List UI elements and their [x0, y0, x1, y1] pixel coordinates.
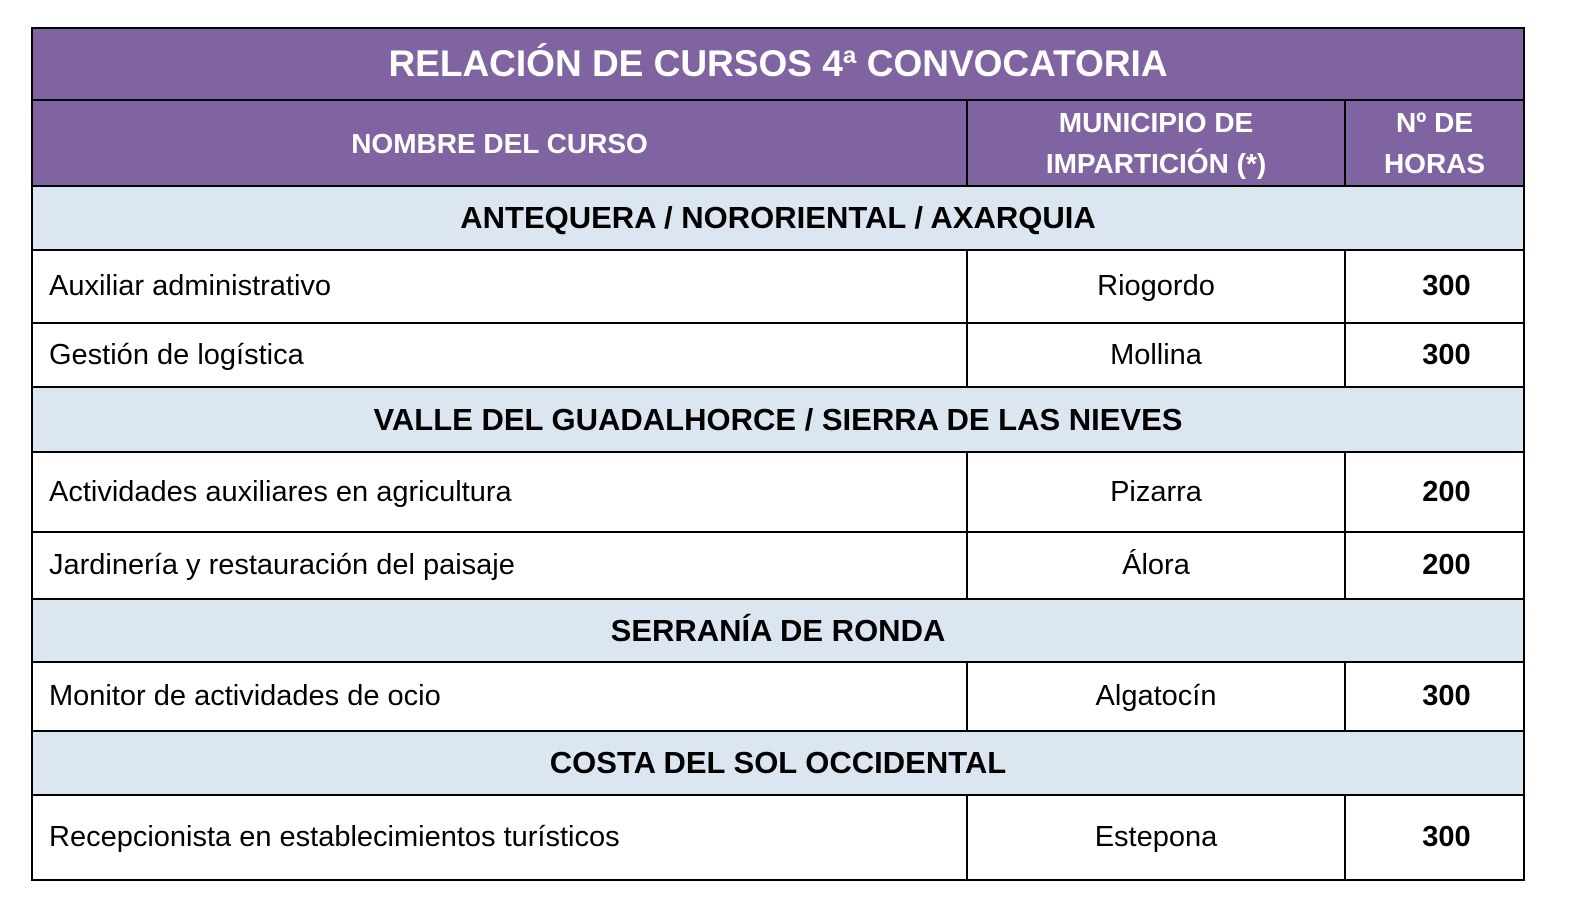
- course-hours: 300: [1345, 795, 1524, 880]
- header-municipality: [967, 100, 1345, 186]
- table-row: [32, 452, 1524, 532]
- course-name: Auxiliar administrativo: [32, 250, 967, 323]
- header-hours: [1345, 100, 1524, 186]
- table-row: [32, 532, 1524, 599]
- course-municipality: Algatocín: [967, 662, 1345, 731]
- table-title: RELACIÓN DE CURSOS 4ª CONVOCATORIA: [32, 28, 1524, 100]
- region-row: [32, 387, 1524, 452]
- course-name: Gestión de logística: [32, 323, 967, 387]
- table-row: [32, 250, 1524, 323]
- region-name: VALLE DEL GUADALHORCE / SIERRA DE LAS NIEVES: [32, 387, 1524, 452]
- course-name: Recepcionista en establecimientos turísticos: [32, 795, 967, 880]
- region-row: [32, 186, 1524, 250]
- region-row: [32, 599, 1524, 662]
- header-row: [32, 100, 1524, 186]
- table-row: [32, 662, 1524, 731]
- title-row: [32, 28, 1524, 100]
- header-hours-line2: HORAS: [1383, 148, 1486, 179]
- course-hours: 200: [1345, 452, 1524, 532]
- course-hours: 300: [1345, 662, 1524, 731]
- region-row: [32, 731, 1524, 795]
- course-municipality: Álora: [967, 532, 1345, 599]
- table-row: [32, 323, 1524, 387]
- course-municipality: Estepona: [967, 795, 1345, 880]
- header-hours-line1: Nº DE: [1395, 107, 1474, 138]
- header-municipality-line1: MUNICIPIO DE: [1058, 107, 1254, 138]
- header-course-name-label: NOMBRE DEL CURSO: [351, 127, 648, 159]
- table-row: [32, 795, 1524, 880]
- header-municipality-line2: IMPARTICIÓN (*): [1045, 148, 1267, 179]
- courses-table: [31, 27, 1525, 881]
- course-name: Monitor de actividades de ocio: [32, 662, 967, 731]
- course-hours: 300: [1345, 323, 1524, 387]
- region-name: ANTEQUERA / NORORIENTAL / AXARQUIA: [32, 186, 1524, 250]
- region-name: SERRANÍA DE RONDA: [32, 599, 1524, 662]
- course-name: Jardinería y restauración del paisaje: [32, 532, 967, 599]
- course-municipality: Mollina: [967, 323, 1345, 387]
- course-municipality: Riogordo: [967, 250, 1345, 323]
- course-name: Actividades auxiliares en agricultura: [32, 452, 967, 532]
- header-course-name: [32, 100, 967, 186]
- region-name: COSTA DEL SOL OCCIDENTAL: [32, 731, 1524, 795]
- course-hours: 200: [1345, 532, 1524, 599]
- course-municipality: Pizarra: [967, 452, 1345, 532]
- course-hours: 300: [1345, 250, 1524, 323]
